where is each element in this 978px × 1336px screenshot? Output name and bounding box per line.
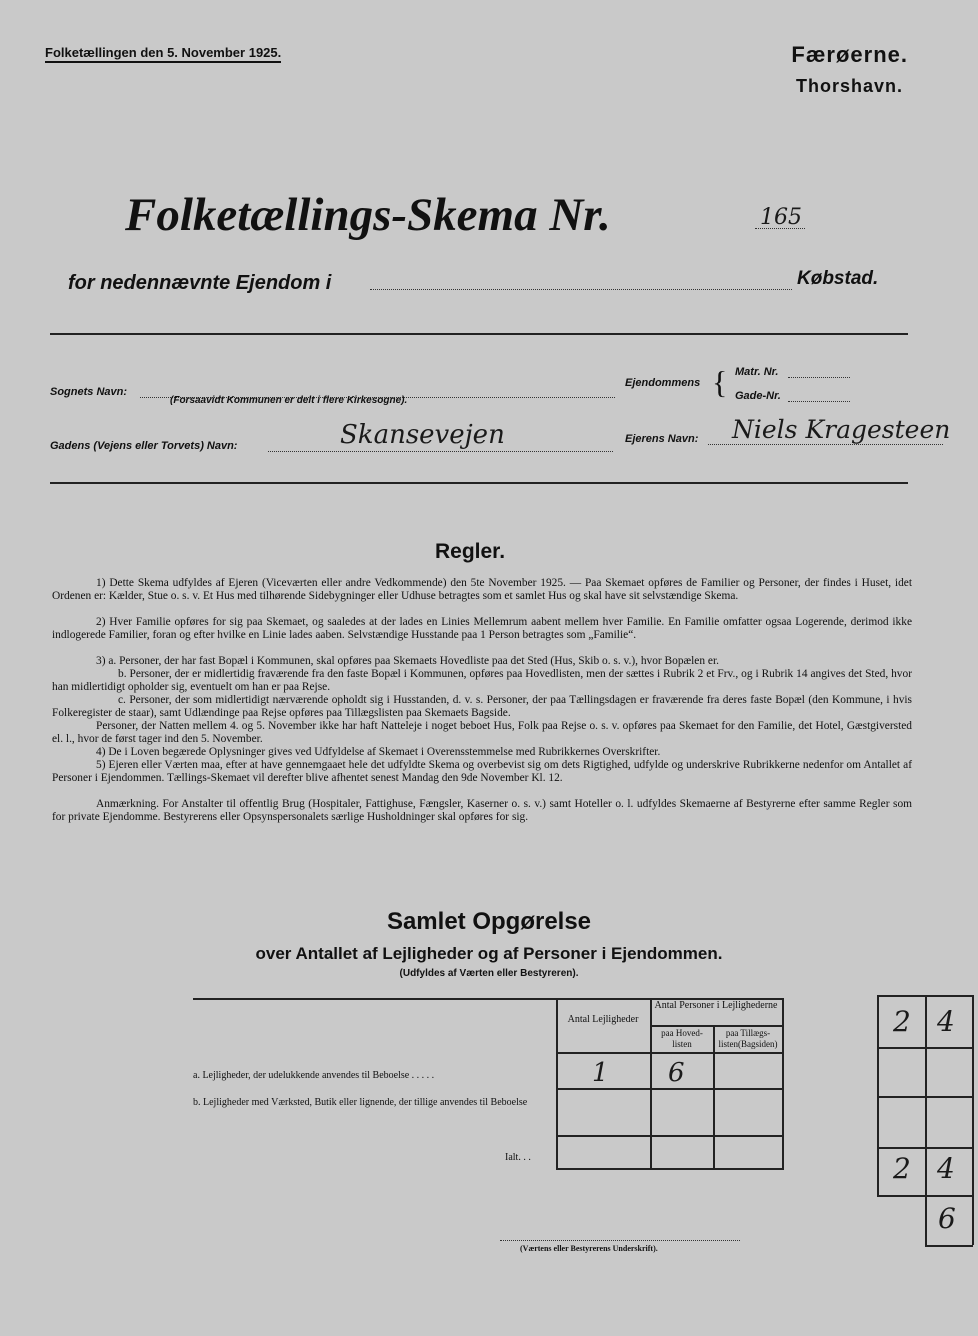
rule-5: 5) Ejeren eller Værten maa, efter at have gennemgaaet hele det udfyldte Skema og overbevist sig om dets Rigtighed, udfylde og underskrive Rubrikkerne nedenfor om Antallet af Personer i Ejendommen. Tællings-Skemaet vil derefter blive afhentet senest Mandag den 9de November Kl. 12. bbox=[52, 759, 912, 785]
brace-icon: { bbox=[712, 364, 728, 400]
col-hoved-header: paa Hoved-listen bbox=[661, 1028, 703, 1049]
rule-3a: 3) a. Personer, der har fast Bopæl i Kommunen, skal opføres paa Skemaets Hovedliste paa det Sted (Hus, Skib o. s. v.), hvor Bopælen er. bbox=[96, 655, 719, 667]
matr-line bbox=[788, 377, 850, 378]
rules-heading: Regler. bbox=[435, 540, 506, 563]
divider-top bbox=[50, 333, 908, 335]
divider-bottom bbox=[50, 482, 908, 484]
kobstad-label: Købstad. bbox=[797, 268, 879, 289]
rule-4: 4) De i Loven begærede Oplysninger gives ved Udfyldelse af Skemaet i Overensstemmelse med Rubrikkernes Overskrifter. bbox=[96, 746, 661, 758]
summary-instruction: (Udfyldes af Værten eller Bestyreren). bbox=[399, 968, 579, 979]
rule-note: Anmærkning. For Anstalter til offentlig Brug (Hospitaler, Fattighuse, Fængsler, Kaserner o. s. v.) samt Hoteller o. l. udfyldes Skemaerne af Bestyrerne efter samme Regler som for private Ejendomme. Bestyrerens eller Opsynspersonalets særlige Husholdninger skal opføres for sig. bbox=[52, 798, 912, 824]
margin-value-5: 6 bbox=[938, 1202, 956, 1235]
rule-1: 1) Dette Skema udfyldes af Ejeren (Viceværten eller andre Vedkommende) den 5te November 1925. — Paa Skemaet opføres de Familier og Personer, der findes i Huset, idet Ordenen er: Kælder, Stue o. s. v. Et Hus med tilhørende Sidebygninger eller Udhuse betragtes som et samlet Hus og skal have sit selvstændige Skema. bbox=[52, 577, 912, 603]
islands-heading: Færøerne. bbox=[791, 42, 908, 67]
ejendom-label: Ejendommens bbox=[625, 377, 701, 389]
ejer-label: Ejerens Navn: bbox=[625, 433, 699, 445]
ejer-value: Niels Kragesteen bbox=[732, 415, 951, 444]
census-date-header: Folketællingen den 5. November 1925. bbox=[45, 45, 281, 63]
rule-3d: Personer, der Natten mellem 4. og 5. November ikke har haft Natteleje i noget beboet Hus, Folk paa Rejse o. s. v. opføres paa Skemaet for den Familie, det Hotel, Gæstgiversted el. l., hvor de først tager ind den 5. November. bbox=[52, 720, 912, 746]
row-a-hoved-value: 6 bbox=[668, 1058, 685, 1088]
sogn-label: Sognets Navn: bbox=[50, 386, 128, 398]
margin-value-3: 2 bbox=[893, 1152, 911, 1185]
rule-3c: c. Personer, der som midlertidigt nærværende opholdt sig i Husstanden, d. v. s. Personer, der paa Tællingsdagen er fraværende fra deres faste Bopæl (den Kommune, i hvis Folkeregister de staar), samt Udlændinge paa Rejse opføres paa Tillægslisten paa Skemaets Bagside. bbox=[52, 694, 912, 720]
gade-label: Gadens (Vejens eller Torvets) Navn: bbox=[50, 440, 238, 452]
summary-subtitle: over Antallet af Lejligheder og af Personer i Ejendommen. bbox=[255, 944, 723, 963]
signature-line bbox=[500, 1240, 740, 1241]
matr-label: Matr. Nr. bbox=[735, 366, 779, 378]
town-heading: Thorshavn. bbox=[795, 76, 903, 96]
gade-line bbox=[268, 451, 613, 452]
subtitle-line bbox=[370, 289, 792, 290]
row-a-label: a. Lejligheder, der udelukkende anvendes til Beboelse . . . . . bbox=[193, 1070, 435, 1081]
form-number-line bbox=[755, 228, 805, 229]
rule-2: 2) Hver Familie opføres for sig paa Skemaet, og saaledes at der lades en Linies Mellemrum aabent mellem hver Familie. En Familie omfatter ogsaa Logerende, derimod ikke indlogerede Familier, foran og efter hvilke en Linie lades aaben. Selvstændige Husstande paa 1 Person betragtes som „Familie“. bbox=[52, 616, 912, 642]
ejer-line bbox=[708, 444, 943, 445]
sogn-note: (Forsaavidt Kommunen er delt i flere Kirkesogne). bbox=[170, 395, 408, 406]
form-number: 165 bbox=[760, 205, 802, 230]
summary-title: Samlet Opgørelse bbox=[386, 908, 592, 935]
rule-3b: b. Personer, der er midlertidig fraværende fra den faste Bopæl i Kommunen, opføres paa Hovedlisten, men der sættes i Rubrik 2 et Frv., og i Rubrik 14 angives det Sted, hvor han midlertidigt opholder sig, eventuelt om han er paa Rejse. bbox=[52, 668, 912, 694]
gade-nr-label: Gade-Nr. bbox=[735, 390, 781, 402]
row-a-antal-value: 1 bbox=[592, 1058, 609, 1088]
form-title: Folketællings-Skema Nr. bbox=[125, 189, 611, 241]
gade-value: Skansevejen bbox=[340, 420, 505, 450]
margin-value-2: 4 bbox=[937, 1005, 955, 1038]
row-ialt-label: Ialt. . . bbox=[505, 1152, 531, 1163]
col-antal-header: Antal Lejligheder bbox=[567, 1014, 639, 1025]
margin-value-4: 4 bbox=[937, 1152, 955, 1185]
signature-label: (Værtens eller Bestyrerens Underskrift). bbox=[520, 1244, 658, 1253]
form-subtitle: for nedennævnte Ejendom i bbox=[68, 272, 332, 294]
gade-nr-line bbox=[788, 401, 850, 402]
row-b-label: b. Lejligheder med Værksted, Butik eller lignende, der tillige anvendes til Beboelse bbox=[193, 1097, 528, 1108]
col-personer-header: Antal Personer i Lejlighederne bbox=[654, 1000, 778, 1011]
margin-value-1: 2 bbox=[893, 1005, 911, 1038]
col-tillaeg-header: paa Tillægs-listen(Bagsiden) bbox=[718, 1028, 778, 1049]
